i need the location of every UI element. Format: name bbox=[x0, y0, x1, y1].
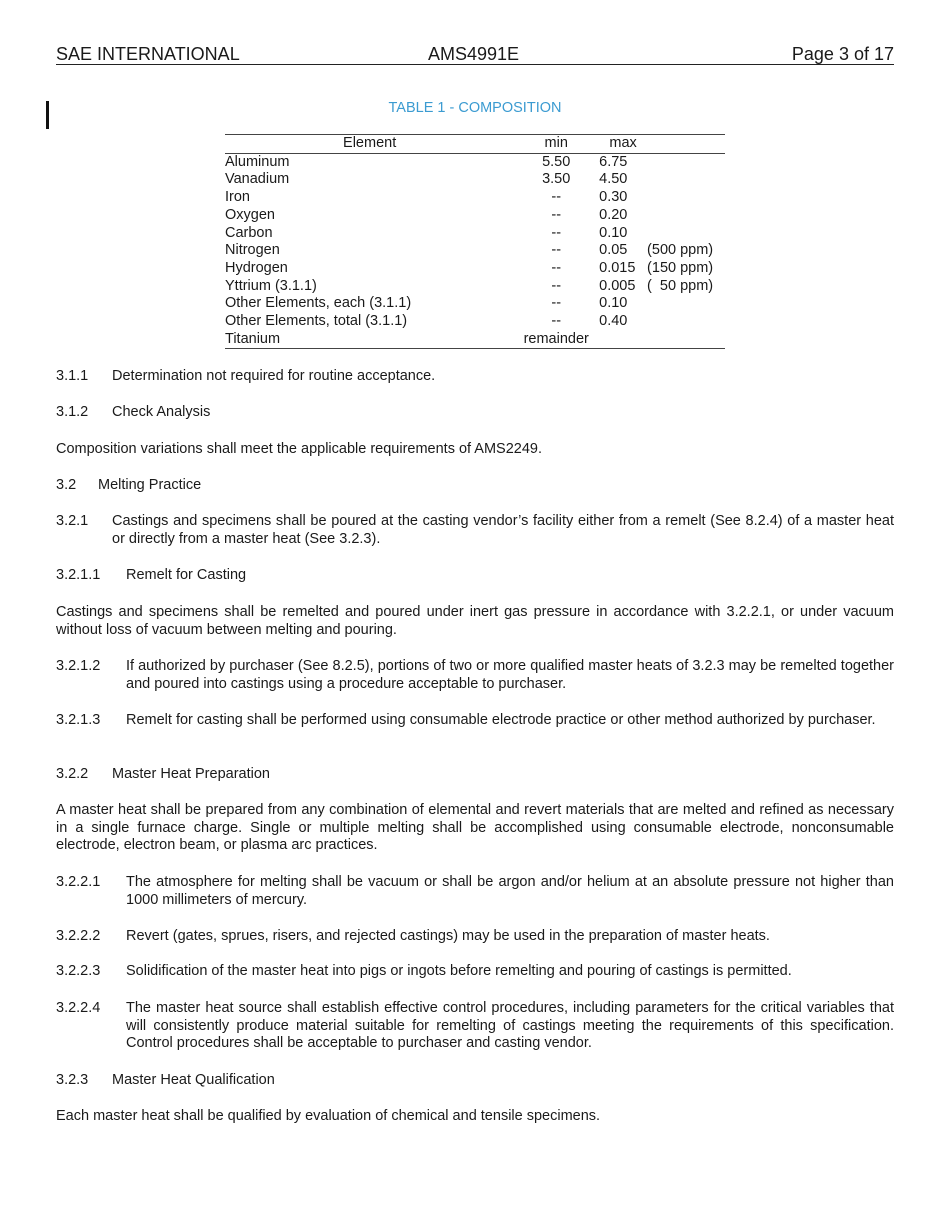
cell-note: (500 ppm) bbox=[647, 242, 714, 259]
section-text: If authorized by purchaser (See 8.2.5), portions of two or more qualified master heats of 3.2.3 may be remelted together and poured into castings using a procedure acceptable to purchaser. bbox=[126, 658, 894, 692]
cell-note bbox=[647, 189, 725, 207]
table-row bbox=[225, 207, 725, 225]
section-3-2-2-body: A master heat shall be prepared from any combination of elemental and revert materials that are melted and refined as necessary in a single furnace charge. Single or multiple melting shall be accomplished using consumable electrode, nonconsumable electrode, electron beam, or plasma arc practices. bbox=[56, 802, 894, 853]
composition-table-body bbox=[225, 153, 725, 349]
cell-max: 0.40 bbox=[599, 313, 628, 330]
cell-min: 5.50 bbox=[542, 153, 571, 170]
column-header-max: max bbox=[609, 135, 637, 151]
section-number: 3.2.1.1 bbox=[56, 567, 101, 583]
cell-note: (150 ppm) bbox=[647, 259, 714, 276]
cell-element: Carbon bbox=[225, 224, 273, 241]
cell-min: -- bbox=[551, 242, 562, 259]
cell-max: 0.20 bbox=[599, 206, 628, 223]
section-3-2-1 bbox=[56, 513, 894, 548]
section-text: Revert (gates, sprues, risers, and rejected castings) may be used in the preparation of master heats. bbox=[126, 928, 770, 944]
section-title: Master Heat Qualification bbox=[112, 1072, 275, 1088]
cell-note bbox=[647, 331, 725, 349]
table-row bbox=[225, 242, 725, 260]
cell-note bbox=[647, 171, 725, 189]
table-row bbox=[225, 313, 725, 331]
cell-element: Other Elements, total (3.1.1) bbox=[225, 313, 408, 330]
cell-max: 0.10 bbox=[599, 224, 628, 241]
cell-max: 0.05 bbox=[599, 242, 628, 259]
section-number: 3.2.3 bbox=[56, 1072, 89, 1088]
column-header-note bbox=[647, 135, 725, 154]
cell-min: -- bbox=[551, 189, 562, 206]
table-title: TABLE 1 - COMPOSITION bbox=[388, 100, 562, 116]
table-row bbox=[225, 153, 725, 171]
cell-note bbox=[647, 295, 725, 313]
section-text: The atmosphere for melting shall be vacuum or shall be argon and/or helium at an absolute pressure not higher than 1000 millimeters of mercury. bbox=[126, 874, 894, 908]
section-title: Melting Practice bbox=[98, 477, 202, 493]
cell-note bbox=[647, 153, 725, 171]
table-row bbox=[225, 225, 725, 243]
section-3-2-2-3 bbox=[56, 963, 894, 981]
table-header-row bbox=[225, 135, 725, 154]
section-3-2-1-1-body: Castings and specimens shall be remelted and poured under inert gas pressure in accordance with 3.2.2.1, or under vacuum without loss of vacuum between melting and pouring. bbox=[56, 604, 894, 638]
cell-min: -- bbox=[551, 224, 562, 241]
section-number: 3.2.2 bbox=[56, 766, 89, 782]
section-3-2-1-2 bbox=[56, 658, 894, 693]
section-3-2-2-4 bbox=[56, 1000, 894, 1053]
cell-max: 6.75 bbox=[599, 153, 628, 170]
section-number: 3.2.2.2 bbox=[56, 928, 101, 944]
cell-max: 0.005 bbox=[599, 277, 636, 294]
section-number: 3.2.1 bbox=[56, 513, 89, 529]
cell-min: 3.50 bbox=[542, 171, 571, 188]
cell-element: Other Elements, each (3.1.1) bbox=[225, 295, 412, 312]
section-3-2-2-2 bbox=[56, 928, 894, 946]
header-page-number: Page 3 of 17 bbox=[791, 44, 894, 64]
section-number: 3.2.2.3 bbox=[56, 963, 101, 979]
section-3-2-3-body: Each master heat shall be qualified by evaluation of chemical and tensile specimens. bbox=[56, 1108, 601, 1124]
section-text: Solidification of the master heat into pigs or ingots before remelting and pouring of castings is permitted. bbox=[126, 963, 792, 979]
cell-note: ( 50 ppm) bbox=[647, 277, 714, 294]
cell-max: 0.30 bbox=[599, 189, 628, 206]
table-row bbox=[225, 189, 725, 207]
table-row bbox=[225, 260, 725, 278]
cell-max bbox=[598, 331, 647, 349]
cell-element: Vanadium bbox=[225, 171, 290, 188]
cell-note bbox=[647, 225, 725, 243]
section-number: 3.2.1.3 bbox=[56, 712, 101, 728]
section-title: Master Heat Preparation bbox=[112, 766, 270, 782]
cell-min: -- bbox=[551, 295, 562, 312]
header-org: SAE INTERNATIONAL bbox=[56, 44, 240, 64]
section-3-1-1 bbox=[56, 368, 894, 386]
section-number: 3.2.2.4 bbox=[56, 1000, 101, 1016]
header-doc-number: AMS4991E bbox=[428, 44, 520, 64]
cell-max: 0.10 bbox=[599, 295, 628, 312]
section-number: 3.2 bbox=[56, 477, 77, 493]
cell-element: Aluminum bbox=[225, 153, 290, 170]
cell-element: Oxygen bbox=[225, 206, 275, 223]
table-row bbox=[225, 295, 725, 313]
table-row bbox=[225, 278, 725, 296]
section-3-2-1-3 bbox=[56, 712, 894, 730]
composition-table bbox=[225, 134, 725, 349]
cell-min: -- bbox=[551, 313, 562, 330]
table-row bbox=[225, 331, 725, 349]
section-number: 3.2.1.2 bbox=[56, 658, 101, 674]
section-text: Determination not required for routine acceptance. bbox=[112, 368, 436, 384]
section-text: Remelt for casting shall be performed using consumable electrode practice or other method authorized by purchaser. bbox=[126, 712, 876, 728]
column-header-min: min bbox=[544, 135, 568, 151]
page-header bbox=[56, 44, 894, 65]
section-3-2-2-1 bbox=[56, 874, 894, 909]
section-number: 3.2.2.1 bbox=[56, 874, 101, 890]
cell-element: Yttrium (3.1.1) bbox=[225, 277, 317, 294]
cell-note bbox=[647, 207, 725, 225]
cell-element: Hydrogen bbox=[225, 259, 288, 276]
section-title: Remelt for Casting bbox=[126, 567, 247, 583]
cell-min: -- bbox=[551, 277, 562, 294]
section-title: Check Analysis bbox=[112, 404, 211, 420]
cell-element: Titanium bbox=[225, 330, 281, 347]
cell-max: 0.015 bbox=[599, 259, 636, 276]
cell-note bbox=[647, 313, 725, 331]
cell-min: -- bbox=[551, 206, 562, 223]
cell-max: 4.50 bbox=[599, 171, 628, 188]
column-header-element: Element bbox=[343, 135, 397, 151]
section-text: The master heat source shall establish effective control procedures, including parameters for the critical variables that will consistently produce material suitable for remelting of castings meeting the requirements of this specification. Control procedures shall be acceptable to purchaser and casting vendor. bbox=[126, 1000, 894, 1051]
section-number: 3.1.1 bbox=[56, 368, 89, 384]
section-number: 3.1.2 bbox=[56, 404, 89, 420]
cell-element: Iron bbox=[225, 189, 250, 206]
section-text: Castings and specimens shall be poured at the casting vendor’s facility either from a remelt (See 8.2.4) of a master heat or directly from a master heat (See 3.2.3). bbox=[112, 513, 894, 547]
cell-min: remainder bbox=[523, 330, 589, 347]
cell-min: -- bbox=[551, 259, 562, 276]
table-row bbox=[225, 171, 725, 189]
section-3-1-2-body: Composition variations shall meet the applicable requirements of AMS2249. bbox=[56, 441, 543, 457]
cell-element: Nitrogen bbox=[225, 242, 280, 259]
